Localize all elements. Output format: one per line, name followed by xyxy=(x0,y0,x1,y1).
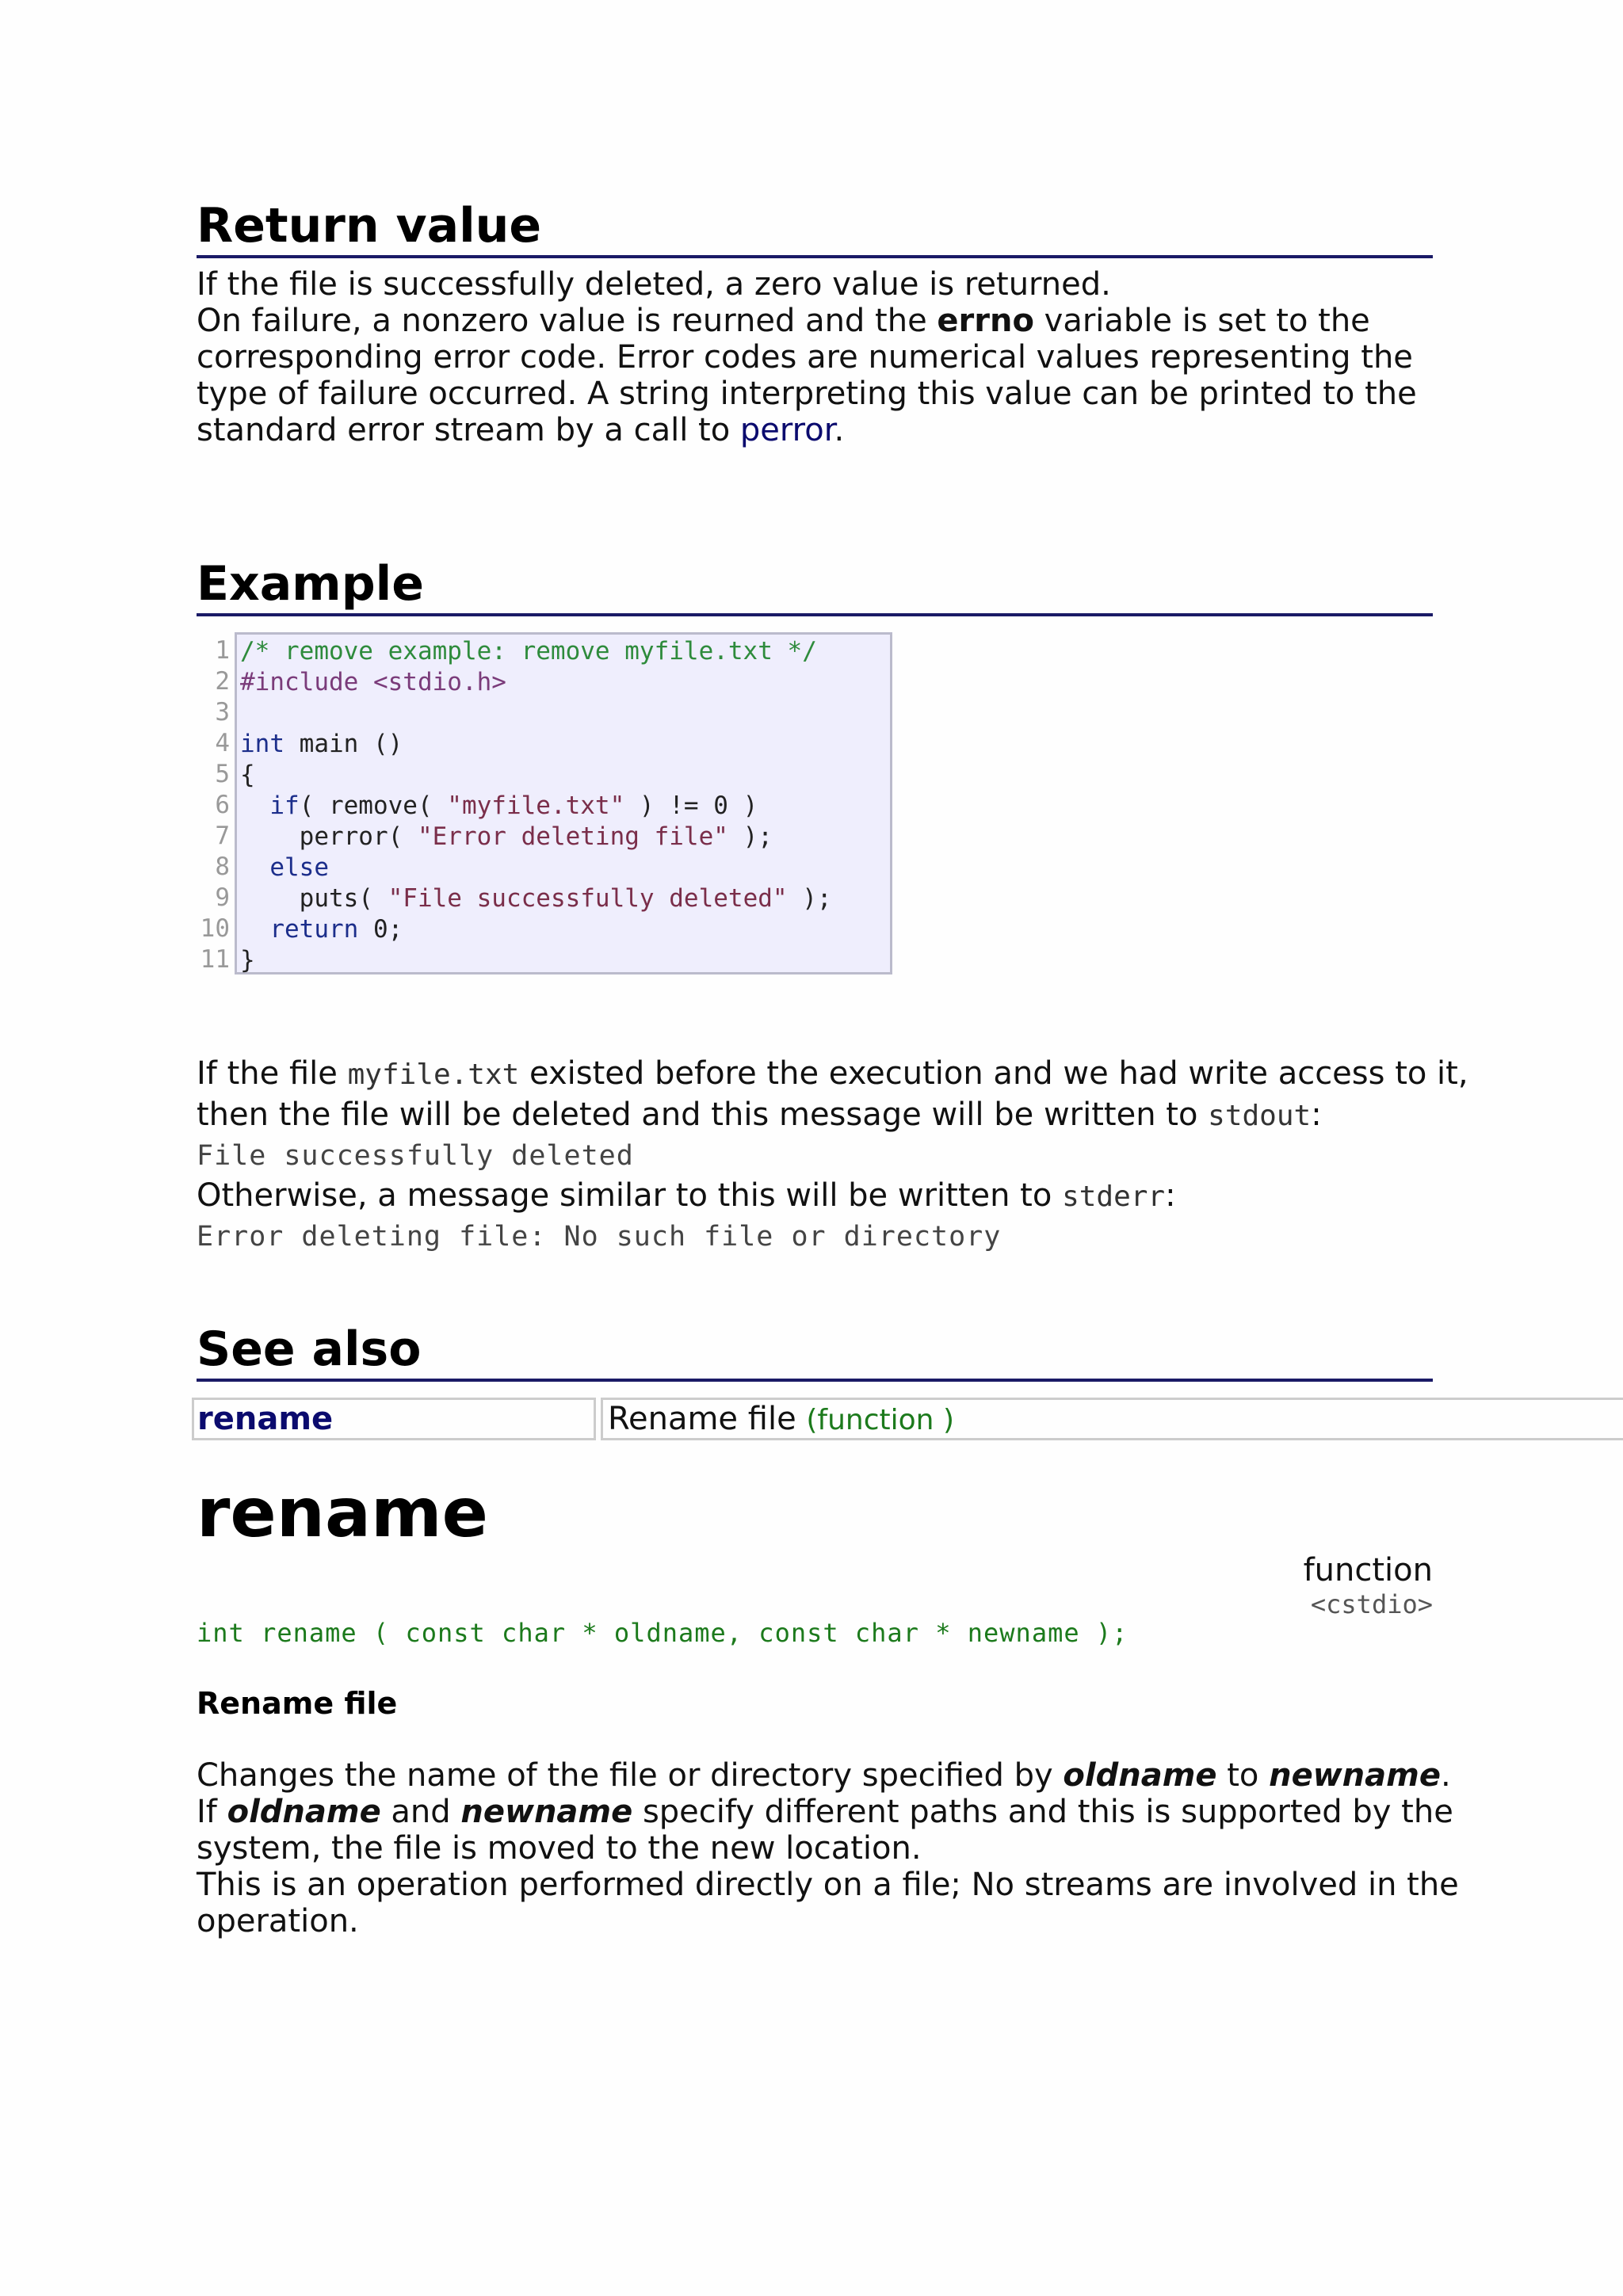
code-listing xyxy=(197,632,892,975)
function-header-link[interactable]: <cstdio> xyxy=(1310,1589,1433,1619)
see-also-heading: See also xyxy=(197,1322,1433,1382)
code-line: } xyxy=(240,946,255,974)
errno-term: errno xyxy=(937,303,1034,339)
function-title: rename xyxy=(197,1474,488,1553)
param-oldname: oldname xyxy=(1063,1757,1217,1794)
stdout-code: stdout xyxy=(1208,1100,1312,1132)
code-line: else xyxy=(240,853,329,882)
param-newname: newname xyxy=(1269,1757,1441,1794)
return-value-text: If the file is successfully deleted, a zero value is returned. On failure, a nonzero value is reurned and the errno variable is set to the corresponding error code. Error codes are numerical values representing the type of failure occurred. A string interpreting this value can be printed to the standard error stream by a call to perror. xyxy=(197,266,1417,448)
code-line: puts( "File successfully deleted" ); xyxy=(240,884,832,913)
code-line xyxy=(240,698,887,729)
see-also-kind: (function ) xyxy=(806,1404,954,1436)
code-line: if( remove( "myfile.txt" ) != 0 ) xyxy=(240,791,758,820)
example-section xyxy=(197,556,1433,974)
param-oldname: oldname xyxy=(227,1794,381,1830)
output-explanation-1: If the file myfile.txt existed before the execution and we had write access to it, then the file will be deleted and this message will be written to stdout: xyxy=(197,1055,1468,1133)
output-explanation-2: Otherwise, a message similar to this will be written to stderr: xyxy=(197,1177,1176,1214)
example-heading: Example xyxy=(197,556,1433,616)
see-also-section xyxy=(197,1322,1433,1437)
code-line: return 0; xyxy=(240,915,403,944)
return-value-heading: Return value xyxy=(197,198,1433,258)
code-line: #include <stdio.h> xyxy=(240,668,506,696)
see-also-description: Rename file (function ) xyxy=(601,1398,1623,1440)
code-line: { xyxy=(240,761,255,789)
rename-reference-section xyxy=(197,1474,1459,1939)
function-description: Changes the name of the file or directory specified by oldname to newname. If oldname and newname specify different paths and this is supported by the system, the file is moved to the new location. This is an operation performed directly on a file; No streams are involved in the operation. xyxy=(197,1757,1459,1939)
perror-link[interactable]: perror xyxy=(739,412,834,448)
return-value-section xyxy=(197,198,1433,448)
code-line: /* remove example: remove myfile.txt */ xyxy=(240,637,817,666)
function-kind: function xyxy=(1303,1552,1433,1589)
see-also-row xyxy=(192,1398,1623,1440)
output-success: File successfully deleted xyxy=(197,1140,634,1172)
code-line: int main () xyxy=(240,730,403,758)
code-line: perror( "Error deleting file" ); xyxy=(240,822,773,851)
see-also-link-rename[interactable]: rename xyxy=(192,1398,596,1440)
param-newname: newname xyxy=(460,1794,633,1830)
function-prototype: int rename ( const char * oldname, const char * newname ); xyxy=(197,1618,1128,1648)
stderr-code: stderr xyxy=(1062,1180,1166,1213)
line-numbers: 1 2 3 4 5 6 7 8 9 10 11 xyxy=(200,636,230,974)
function-brief: Rename file xyxy=(197,1686,398,1721)
return-value-line1: If the file is successfully deleted, a zero value is returned. xyxy=(197,266,1111,303)
output-error: Error deleting file: No such file or directory xyxy=(197,1221,1002,1253)
example-output-section xyxy=(197,1054,1623,1257)
filename-code: myfile.txt xyxy=(347,1058,520,1091)
code-block[interactable] xyxy=(235,632,892,974)
